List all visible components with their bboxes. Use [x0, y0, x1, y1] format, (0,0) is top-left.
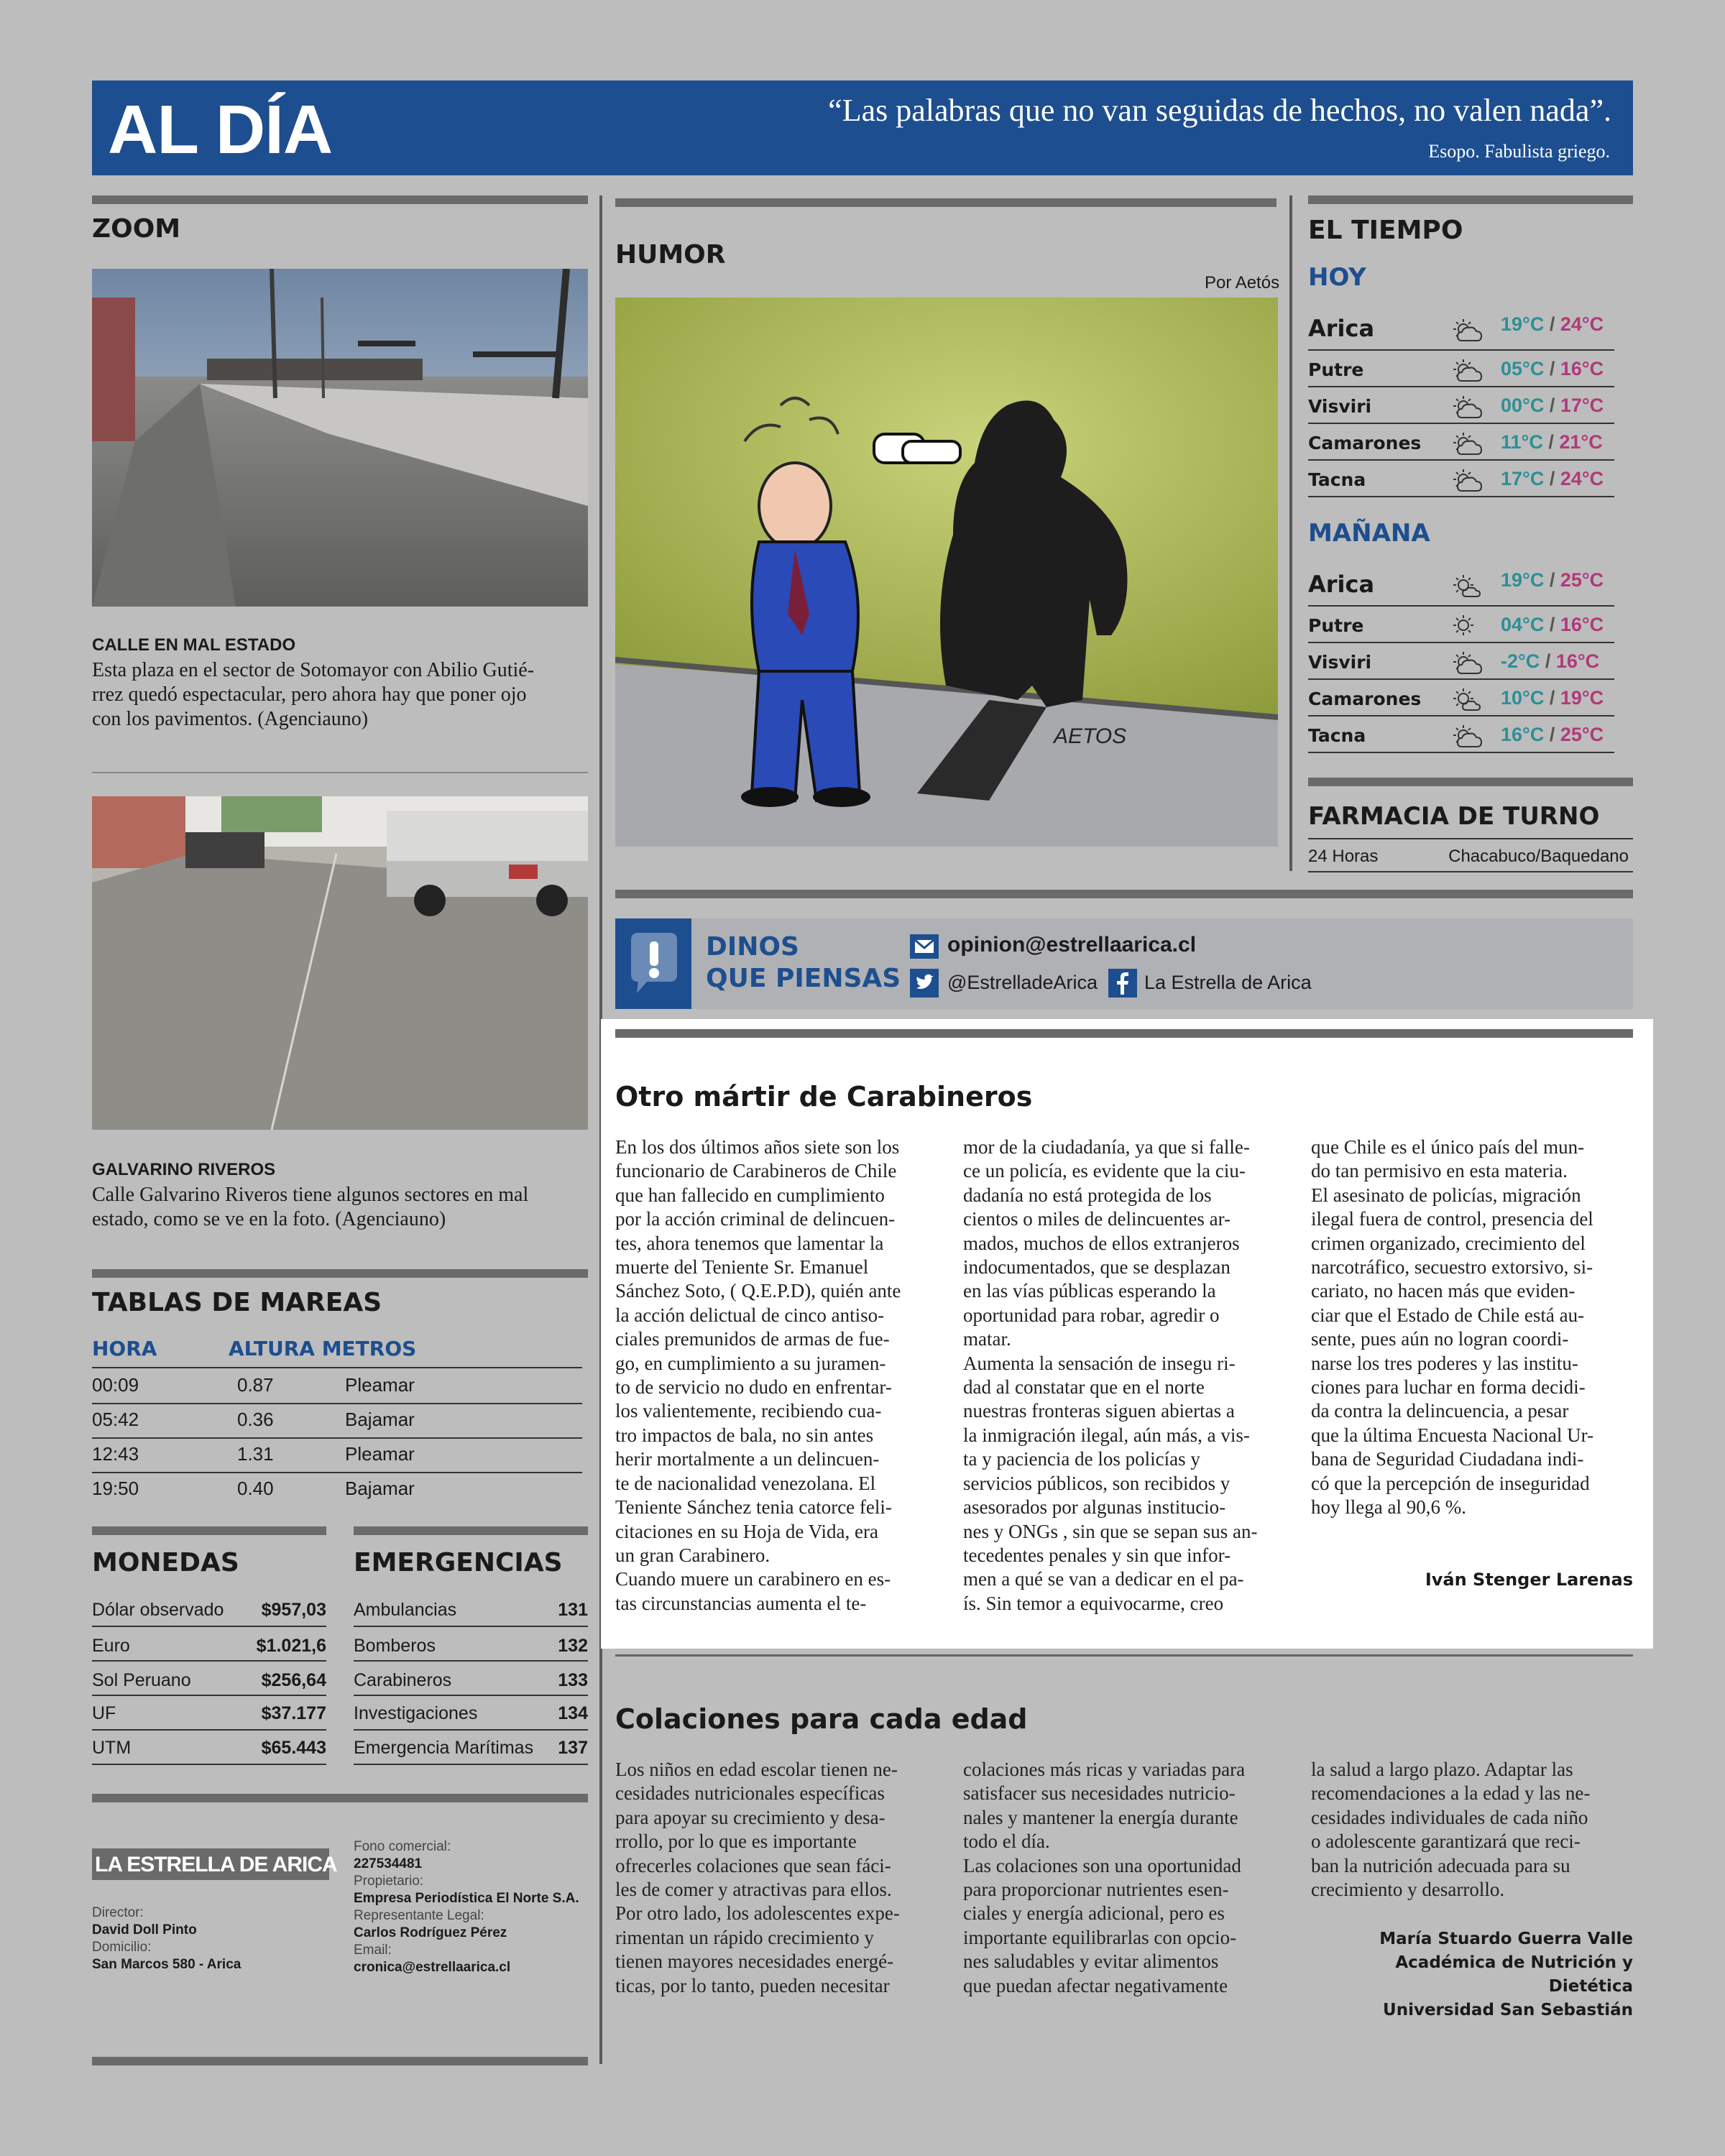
tide-type: Pleamar	[345, 1443, 415, 1465]
weather-row	[1308, 561, 1614, 607]
temp-separator: /	[1544, 313, 1560, 335]
currency-value: $37.177	[261, 1703, 326, 1723]
weather-city: Arica	[1308, 571, 1375, 598]
temp-max: 25°C	[1560, 569, 1604, 591]
caption-line: con los pavimentos. (Agenciauno)	[92, 708, 369, 730]
signature-line: María Stuardo Guerra Valle	[1379, 1930, 1633, 1948]
imprint-value: David Doll Pinto	[92, 1922, 197, 1938]
contact-twitter-link[interactable]: @EstrelladeArica	[947, 972, 1098, 993]
header-quote: “Las palabras que no van seguidas de hechos, no valen nada”.	[828, 93, 1611, 128]
email-icon	[910, 934, 939, 959]
weather-today-label: HOY	[1308, 263, 1366, 292]
row-line	[92, 1367, 582, 1368]
emergency-name: Carabineros	[354, 1670, 452, 1690]
emergency-number: 137	[558, 1738, 588, 1758]
caption-line: estado, como se ve en la foto. (Agenciauno)	[92, 1208, 446, 1230]
temp-max: 24°C	[1560, 313, 1604, 335]
temp-separator: /	[1540, 650, 1556, 672]
currency-name: Sol Peruano	[92, 1670, 191, 1690]
emergency-number: 133	[558, 1670, 588, 1690]
pharmacy-hours: 24 Horas	[1308, 847, 1379, 866]
table-row	[92, 1696, 326, 1731]
temp-min: 04°C	[1501, 614, 1545, 635]
divider	[92, 772, 588, 773]
temp-max: 25°C	[1560, 724, 1604, 745]
weather-temps	[1501, 358, 1604, 380]
temp-separator: /	[1544, 724, 1560, 745]
table-row	[354, 1627, 588, 1662]
tides-col-hour: HORA	[92, 1337, 157, 1360]
weather-temps	[1501, 687, 1604, 709]
weather-temps	[1501, 614, 1604, 636]
weather-temps	[1501, 468, 1604, 490]
section-rule	[354, 1526, 588, 1535]
temp-separator: /	[1544, 468, 1560, 489]
photo-caption	[92, 658, 588, 732]
table-row	[92, 1627, 326, 1662]
imprint-label: Domicilio:	[92, 1940, 152, 1955]
weather-temps	[1501, 395, 1604, 417]
temp-min: 10°C	[1501, 687, 1545, 709]
contact-heading-line: DINOS	[706, 932, 799, 962]
temp-separator: /	[1544, 687, 1560, 709]
section-rule	[1308, 778, 1633, 786]
temp-min: 19°C	[1501, 569, 1545, 591]
temp-max: 21°C	[1559, 431, 1603, 453]
emergency-name: Emergencia Marítimas	[354, 1738, 534, 1758]
weather-tomorrow-label: MAÑANA	[1308, 519, 1430, 548]
temp-separator: /	[1544, 358, 1560, 379]
row-line	[1308, 838, 1633, 839]
partly-cloudy-icon	[1452, 649, 1486, 681]
emergency-number: 131	[558, 1600, 588, 1620]
table-row	[354, 1662, 588, 1696]
weather-row	[1308, 717, 1614, 753]
currency-value: $1.021,6	[256, 1636, 326, 1656]
caption-title: GALVARINO RIVEROS	[92, 1160, 276, 1179]
contact-email-link[interactable]: opinion@estrellaarica.cl	[947, 933, 1197, 957]
imprint-label: Director:	[92, 1905, 144, 1920]
weather-city: Arica	[1308, 315, 1375, 342]
partly-cloudy-icon	[1452, 430, 1486, 462]
temp-min: 17°C	[1501, 468, 1545, 489]
weather-row	[1308, 607, 1614, 643]
tide-height: 1.31	[237, 1443, 274, 1465]
table-row	[92, 1662, 326, 1696]
tides-table	[92, 1371, 582, 1509]
partly-cloudy-icon	[1452, 466, 1486, 499]
caption-line: Esta plaza en el sector de Sotomayor con Abilio Gutié-	[92, 659, 535, 681]
temp-max: 16°C	[1560, 358, 1604, 379]
temp-min: 11°C	[1501, 431, 1543, 453]
imprint-label: Representante Legal:	[354, 1908, 484, 1923]
street-photo-1	[92, 269, 588, 607]
emergency-name: Bomberos	[354, 1636, 436, 1656]
weather-city: Tacna	[1308, 725, 1366, 746]
temp-separator: /	[1542, 431, 1560, 453]
article-title: Colaciones para cada edad	[615, 1703, 1028, 1735]
temp-max: 24°C	[1560, 468, 1604, 489]
tide-hour: 12:43	[92, 1443, 139, 1465]
twitter-icon	[910, 969, 939, 998]
article-signature: Iván Stenger Larenas	[1425, 1570, 1633, 1590]
table-row	[354, 1731, 588, 1765]
weather-city: Visviri	[1308, 396, 1372, 417]
section-rule	[92, 1794, 588, 1802]
contact-heading-line: QUE PIENSAS	[706, 964, 901, 993]
signature-line: Académica de Nutrición y Dietética	[1395, 1953, 1633, 1996]
section-rule	[1308, 195, 1633, 204]
table-row	[354, 1696, 588, 1731]
weather-row	[1308, 643, 1614, 680]
tide-height: 0.87	[237, 1374, 274, 1396]
emergency-name: Ambulancias	[354, 1600, 457, 1620]
partly-sunny-icon	[1452, 572, 1486, 604]
currency-value: $256,64	[261, 1670, 326, 1690]
divider	[615, 1654, 1633, 1657]
photo-caption	[92, 1183, 588, 1232]
temp-separator: /	[1544, 614, 1560, 635]
pharmacy-name: Chacabuco/Baquedano	[1448, 847, 1629, 866]
row-line	[1308, 871, 1633, 872]
currencies-title: MONEDAS	[92, 1548, 239, 1577]
currency-value: $957,03	[261, 1600, 326, 1620]
currency-name: Dólar observado	[92, 1600, 224, 1620]
emergency-number: 132	[558, 1636, 588, 1656]
article-column-1: En los dos últimos años siete son los funcionario de Carabineros de Chile que han fallecido en cumplimiento por la acción criminal de delincuen- tes, ahora tenemos que lamentar la muerte del Teniente Sr. Emanuel Sánchez Soto, ( Q.E.P.D), quién ante la acción delictual de cinco antiso- ciales premunidos de armas de fue- go, en cumplimiento a su juramen- to de servicio no dudo en enfrentar- los valientemente, recibiendo cua- tro impactos de bala, no sin antes herir mortalmente a un delincuen- te de nacionalidad venezolana. El Teniente Sánchez tenia catorce feli- citaciones en su Hoja de Vida, era un gran Carabinero. Cuando muere un carabinero en es- tas circunstancias aumenta el te-	[615, 1136, 901, 1614]
temp-max: 16°C	[1555, 650, 1600, 672]
partly-cloudy-icon	[1452, 316, 1486, 349]
section-rule	[92, 2057, 588, 2065]
temp-max: 17°C	[1560, 395, 1604, 416]
imprint-value: San Marcos 580 - Arica	[92, 1957, 242, 1972]
article-column-2: colaciones más ricas y variadas para satisfacer sus necesidades nutricio- nales y mantener la energía durante todo el día. Las colaciones son una oportunidad para proporcionar nutrientes esen- ciales y energía adicional, pero es importante equilibrarlas con opcio- nes saludables y evitar alimentos que puedan afectar negativamente	[963, 1759, 1246, 1996]
contact-heading	[706, 931, 901, 995]
currencies-table	[92, 1593, 326, 1765]
temp-max: 16°C	[1560, 614, 1604, 635]
article-column-3: la salud a largo plazo. Adaptar las recomendaciones a la edad y las ne- cesidades individuales de cada niño o adolescente garantizará que reci- ban la nutrición adecuada para su crecimiento y desarrollo.	[1311, 1759, 1591, 1901]
temp-separator: /	[1544, 569, 1560, 591]
imprint-left	[92, 1904, 322, 1973]
newspaper-logo: LA ESTRELLA DE ARICA	[92, 1848, 329, 1880]
imprint-label: Email:	[354, 1943, 392, 1958]
currency-name: UF	[92, 1703, 116, 1723]
speech-bubble-icon	[615, 918, 691, 1009]
section-rule	[92, 195, 588, 204]
cartoonist-signature: AETOS	[1054, 724, 1127, 748]
imprint-value: Carlos Rodríguez Pérez	[354, 1925, 507, 1940]
tide-height: 0.36	[237, 1409, 274, 1430]
emergencies-title: EMERGENCIAS	[354, 1548, 563, 1577]
weather-city: Camarones	[1308, 688, 1422, 709]
article-column-2: mor de la ciudadanía, ya que si falle- ce un policía, es evidente que la ciu- dadanía no está protegida de los cientos o miles de delincuentes ar- mados, muchos de ellos extranjeros indocumentados, que se desplazan en las vías públicas esperando la oportunidad para robar, agredir o matar. Aumenta la sensación de insegu ri- dad al constatar que en el norte nuestras fronteras siguen abiertas a la inmigración ilegal, aún más, a vis- ta y paciencia de los policías y servicios públicos, son recibidos y asesorados por algunas institucio- nes y ONGs , sin que se sepan sus an- tecedentes penales y sin que infor- men a qué se van a dedicar en el pa- ís. Sin temor a equivocarme, creo	[963, 1136, 1258, 1614]
row-line	[92, 1437, 582, 1439]
row-line	[92, 1472, 582, 1473]
weather-city: Tacna	[1308, 469, 1366, 490]
zoom-title: ZOOM	[92, 214, 181, 244]
table-row	[92, 1440, 582, 1475]
article-column-1: Los niños en edad escolar tienen ne- cesidades nutricionales específicas para apoyar su crecimiento y desa- rrollo, por lo que es importante ofrecerles colaciones que sean fáci- les de comer y atractivas para ellos. Por otro lado, los adolescentes expe- rimentan un rápido crecimiento y tienen mayores necesidades energé- ticas, por lo tanto, pueden necesitar	[615, 1759, 900, 1996]
cartoon-image	[615, 298, 1278, 847]
humor-title: HUMOR	[615, 240, 726, 270]
section-rule	[615, 1029, 1633, 1038]
weather-temps	[1501, 650, 1599, 673]
caption-line: Calle Galvarino Riveros tiene algunos sectores en mal	[92, 1184, 529, 1206]
contact-facebook-link[interactable]: La Estrella de Arica	[1144, 972, 1312, 993]
weather-row	[1308, 351, 1614, 387]
weather-today-list	[1308, 305, 1614, 497]
tide-hour: 00:09	[92, 1374, 139, 1396]
weather-row	[1308, 461, 1614, 497]
temp-min: 16°C	[1501, 724, 1545, 745]
section-rule	[92, 1269, 588, 1278]
pharmacy-title: FARMACIA DE TURNO	[1308, 802, 1600, 831]
cartoon-credit: Por Aetós	[1205, 273, 1280, 292]
tide-type: Bajamar	[345, 1478, 415, 1499]
imprint-label: Fono comercial:	[354, 1839, 451, 1854]
partly-cloudy-icon	[1452, 722, 1486, 755]
imprint-value: Empresa Periodística El Norte S.A.	[354, 1891, 579, 1906]
section-rule	[615, 198, 1276, 207]
section-rule	[615, 890, 1633, 898]
weather-city: Camarones	[1308, 433, 1422, 453]
currency-name: UTM	[92, 1738, 132, 1758]
section-title: AL DÍA	[108, 91, 333, 168]
temp-max: 19°C	[1560, 687, 1604, 709]
weather-temps	[1501, 431, 1603, 453]
caption-title: CALLE EN MAL ESTADO	[92, 635, 296, 655]
facebook-icon	[1108, 969, 1137, 998]
street-photo-2	[92, 796, 588, 1130]
article-column-3: que Chile es el único país del mun- do tan permisivo en esta materia. El asesinato de policías, migración ilegal fuera de control, presencia del crimen organizado, crecimiento del narcotráfico, secuestro extorsivo, si- cariato, no hacen más que eviden- ciar que el Estado de Chile está au- sente, pues aún no logran coordi- narse los tres poderes y las institu- ciones para luchar en forma decidi- da contra la delincuencia, a pesar que la última Encuesta Nacional Ur- bana de Seguridad Ciudadana indi- có que la percepción de inseguridad hoy llega al 90,6 %.	[1311, 1136, 1594, 1519]
temp-min: 19°C	[1501, 313, 1545, 335]
weather-title: EL TIEMPO	[1308, 216, 1463, 245]
weather-city: Visviri	[1308, 652, 1372, 673]
weather-city: Putre	[1308, 359, 1364, 380]
table-row	[92, 1731, 326, 1765]
table-row	[92, 1593, 326, 1627]
table-row	[92, 1475, 582, 1509]
contact-banner	[615, 918, 1633, 1009]
weather-row	[1308, 387, 1614, 424]
temp-min: 05°C	[1501, 358, 1545, 379]
temp-min: -2°C	[1501, 650, 1540, 672]
tide-type: Pleamar	[345, 1374, 415, 1396]
temp-separator: /	[1544, 395, 1560, 416]
weather-tomorrow-list	[1308, 561, 1614, 753]
section-rule	[92, 1526, 326, 1535]
sun-icon	[1452, 612, 1486, 645]
weather-temps	[1501, 569, 1604, 591]
table-row	[92, 1406, 582, 1440]
article-title: Otro mártir de Carabineros	[615, 1081, 1033, 1112]
imprint-right	[354, 1838, 591, 1976]
tide-height: 0.40	[237, 1478, 274, 1499]
imprint-value: 227534481	[354, 1856, 423, 1871]
tides-title: TABLAS DE MAREAS	[92, 1288, 382, 1317]
imprint-value: cronica@estrellaarica.cl	[354, 1960, 511, 1975]
article-signature	[1311, 1927, 1633, 2022]
emergency-number: 134	[558, 1703, 588, 1723]
weather-temps	[1501, 724, 1604, 746]
weather-row	[1308, 305, 1614, 351]
signature-line: Universidad San Sebastián	[1383, 2001, 1633, 2019]
section-header	[92, 80, 1633, 175]
table-row	[92, 1371, 582, 1406]
partly-sunny-icon	[1452, 686, 1486, 718]
temp-min: 00°C	[1501, 395, 1545, 416]
weather-row	[1308, 680, 1614, 717]
weather-city: Putre	[1308, 615, 1364, 636]
tides-col-height: ALTURA METROS	[229, 1337, 417, 1360]
tide-hour: 19:50	[92, 1478, 139, 1499]
emergency-name: Investigaciones	[354, 1703, 478, 1723]
tide-hour: 05:42	[92, 1409, 139, 1430]
emergencies-table	[354, 1593, 588, 1765]
weather-temps	[1501, 313, 1604, 336]
partly-cloudy-icon	[1452, 356, 1486, 389]
column-divider	[1289, 195, 1292, 871]
currency-value: $65.443	[261, 1738, 326, 1758]
partly-cloudy-icon	[1452, 393, 1486, 425]
quote-author: Esopo. Fabulista griego.	[1428, 141, 1610, 162]
row-line	[92, 1403, 582, 1404]
currency-name: Euro	[92, 1636, 130, 1656]
caption-line: rrez quedó espectacular, pero ahora hay que poner ojo	[92, 683, 527, 706]
table-row	[354, 1593, 588, 1627]
weather-row	[1308, 424, 1614, 461]
tide-type: Bajamar	[345, 1409, 415, 1430]
imprint-label: Propietario:	[354, 1874, 424, 1889]
